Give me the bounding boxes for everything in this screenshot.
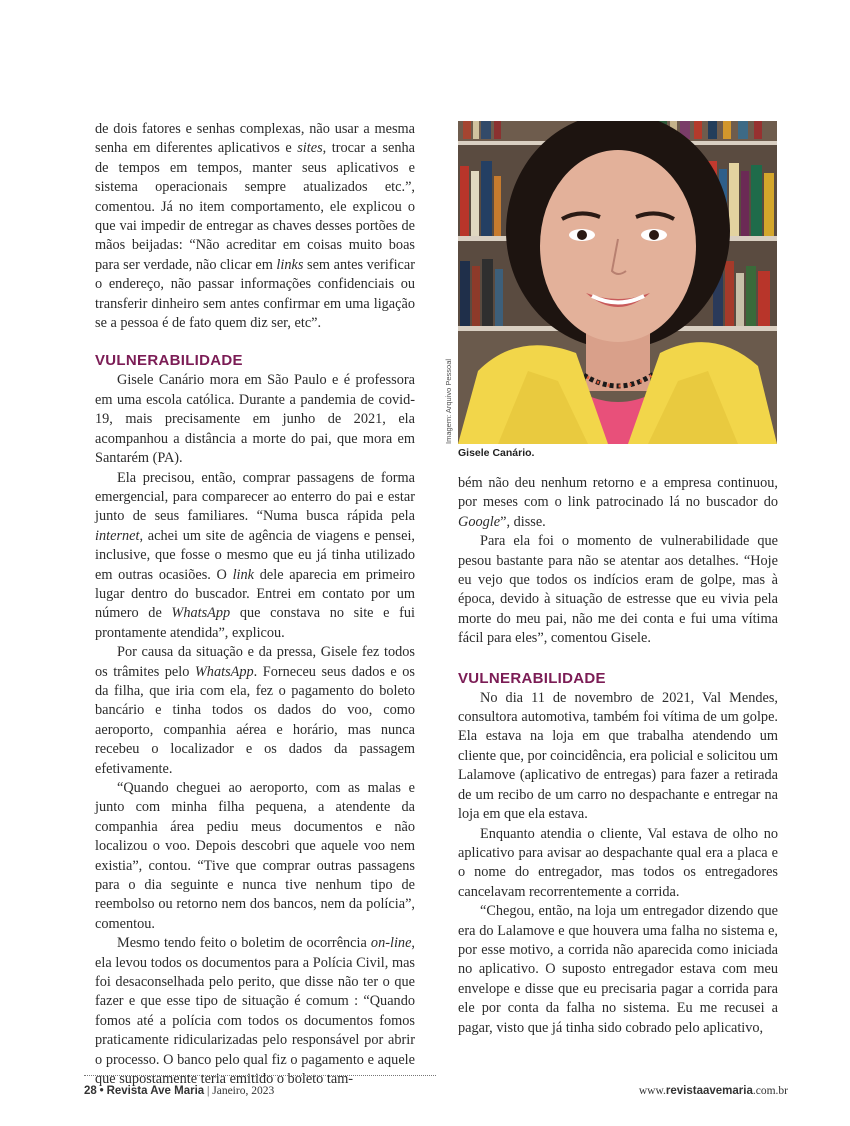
url-prefix: www. bbox=[638, 1085, 666, 1097]
footer-bullet: • bbox=[99, 1085, 104, 1097]
paragraph: de dois fatores e senhas complexas, não usar a mesma senha em diferentes aplicativos e sites, trocar a senha de tempos em tempos, manter seus aplicativos e sistema operacionais sempre atualizados etc.”, comentou. Já no item comportamento, ele explicou o que vai impedir de entregar as chaves desses portões de mãos beijadas: “Não acreditar em coisas muito boas para ser verdade, não clicar em links sem antes verificar o endereço, não passar informações confidenciais ou transferir dinheiro sem antes confirmar em uma ligação se a pessoa é de fato quem diz ser, etc”. bbox=[95, 121, 415, 332]
italic-run: link bbox=[232, 566, 255, 583]
paragraph: No dia 11 de novembro de 2021, Val Mendes, consultora automotiva, também foi vítima de um golpe. Ela estava na loja em que trabalha atendendo um cliente que, por coincidência, era policial e solicitou um Lalamove (aplicativo de entregas) para fazer a retirada de um recibo de um carro no despachante e entregar na loja em que ela estava. bbox=[458, 689, 778, 823]
paragraph: Mesmo tendo feito o boletim de ocorrência on-line, ela levou todos os documentos para a Polícia Civil, mas foi desaconselhada pelo perito, que disse não ter o que fazer e que esse tipo de situação é comum : “Quando fomos até a polícia com todos os documentos fomos praticamente ridicularizadas pelo responsável por abrir o processo. O banco pelo qual fiz o pagamento e aquele que supostamente teria emitido o boleto tam- bbox=[95, 935, 415, 1088]
page-number: 28 bbox=[84, 1085, 97, 1097]
url-suffix: .com.br bbox=[752, 1085, 788, 1097]
paragraph: Gisele Canário mora em São Paulo e é professora em uma escola católica. Durante a pandemia de covid-19, mais precisamente em junho de 2021, ela acompanhou a distância a morte do pai, que mora em Santarém (PA). bbox=[95, 372, 415, 467]
magazine-name: Revista Ave Maria bbox=[106, 1085, 205, 1097]
paragraph: bém não deu nenhum retorno e a empresa continuou, por meses com o link patrocinado lá no buscador do Google”, disse. bbox=[458, 475, 778, 530]
paragraph: Para ela foi o momento de vulnerabilidade que pesou bastante para não se atentar aos detalhes. “Hoje eu vejo que todos os indícios eram de golpe, mas à época, devido à situação de estresse que eu vivia pela morte do meu pai, não me dei conta e fui uma vítima fácil para eles”, comentou Gisele. bbox=[458, 533, 778, 647]
portrait-photo bbox=[458, 121, 777, 444]
italic-run: WhatsApp bbox=[194, 663, 254, 680]
portrait-illustration bbox=[458, 121, 777, 444]
paragraph: Enquanto atendia o cliente, Val estava de olho no aplicativo para avisar ao despachante qual era a placa e o nome do entregador, mas todos os entregadores cancelavam recorrentemente a corrida. bbox=[458, 825, 778, 900]
paragraph: “Quando cheguei ao aeroporto, com as malas e junto com minha filha pequena, a atendente da companhia área pediu meus documentos e não localizou o voo. Depois descobri que aquele voo nem existia”, contou. “Tive que comprar outras passagens para o dia seguinte e nunca tive nenhum tipo de reembolso ou retorno nem dos bancos, nem da polícia”, comentou. bbox=[95, 780, 415, 932]
photo-caption: Gisele Canário. bbox=[458, 447, 535, 459]
section-heading: VULNERABILIDADE bbox=[458, 669, 606, 687]
paragraph: “Chegou, então, na loja um entregador dizendo que era do Lalamove e que houvera uma falha no sistema e, por esse motivo, a corrida não aparecida como iniciada no aplicativo. O suposto entregador estava com meu envelope e disse que eu precisaria pagar a corrida para ele por conta da falha no sistema. Eu me recusei a pagar, visto que já tinha sido cobrado pelo aplicativo, bbox=[458, 903, 778, 1036]
url-site-name: revistaavemaria bbox=[665, 1085, 753, 1097]
paragraph: Ela precisou, então, comprar passagens de forma emergencial, para comparecer ao enterro do pai e estar junto de seus familiares. “Numa busca rápida pela internet, achei um site de agência de viagens e pensei, inclusive, que fosse o mesmo que eu já tinha utilizado em outras ocasiões. O link dele aparecia em primeiro lugar dentro do buscador. Entrei em contato por um número de WhatsApp que constava no site e fui prontamente atendida”, explicou. bbox=[95, 469, 415, 641]
italic-run: WhatsApp bbox=[171, 605, 231, 622]
italic-run: sites bbox=[297, 140, 323, 157]
website-url[interactable] bbox=[639, 1085, 788, 1097]
footer-divider bbox=[84, 1075, 436, 1076]
italic-run: internet bbox=[95, 527, 140, 544]
left-column bbox=[95, 120, 415, 1090]
photo-credit: Imagem: Arquivo Pessoal bbox=[444, 358, 453, 444]
paragraph: Por causa da situação e da pressa, Gisele fez todos os trâmites pelo WhatsApp. Forneceu seus dados e os da filha, que iria com ela, fez o pagamento do boleto bancário e tinha todos os dados do voo, como aeroporto, companhia aérea e horário, mas nunca recebeu o localizador e os dados da passagem efetivamente. bbox=[95, 644, 415, 777]
footer-folio bbox=[84, 1085, 274, 1097]
italic-run: Google bbox=[458, 513, 501, 530]
italic-run: links bbox=[276, 256, 304, 273]
right-column bbox=[458, 474, 778, 1038]
issue-date: Janeiro, 2023 bbox=[212, 1085, 275, 1097]
section-heading: VULNERABILIDADE bbox=[95, 352, 243, 370]
footer-separator: | bbox=[207, 1085, 210, 1097]
italic-run: on-line bbox=[370, 935, 412, 952]
